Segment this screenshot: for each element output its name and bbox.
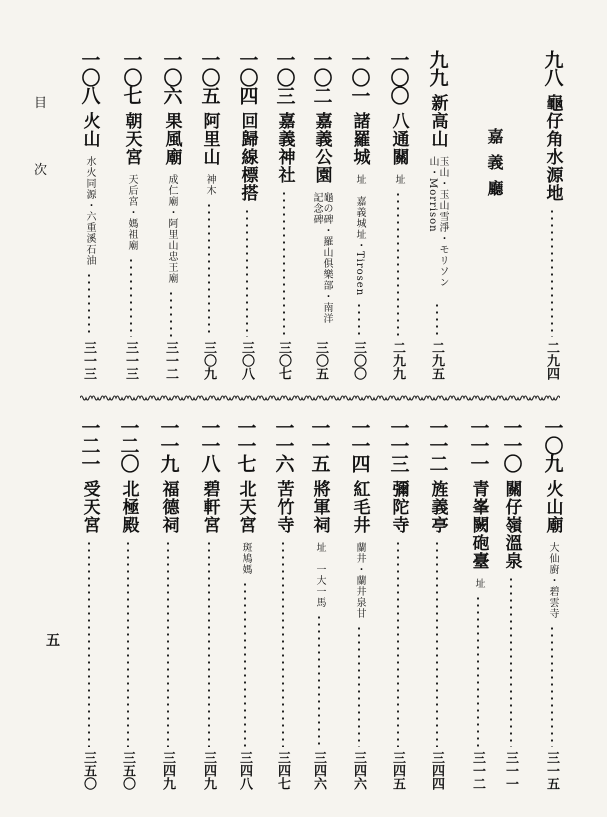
entry-title[interactable]: 將軍祠 (309, 480, 330, 534)
entry-number: 九九 (426, 50, 449, 86)
entry-number: 一一〇 (500, 418, 523, 472)
entry-subtitle: 址 一大一馬 (314, 542, 325, 608)
entry-page-number[interactable]: 三〇七 (276, 341, 291, 380)
entry-page-number[interactable]: 三四九 (160, 751, 175, 790)
entry-number: 一一九 (157, 418, 180, 472)
entry-page-number[interactable]: 二九九 (390, 341, 405, 380)
entry-number: 一〇三 (273, 50, 296, 104)
entry-subtitle: 龜の碑・羅山俱樂部・南洋記念碑 (311, 192, 332, 324)
top-entry[interactable] (267, 50, 301, 184)
entry-title[interactable]: 八通關 (388, 112, 409, 166)
entry-title[interactable]: 嘉義公園 (311, 112, 332, 184)
entry-page-number[interactable]: 三〇〇 (351, 341, 366, 380)
top-entry[interactable] (342, 50, 376, 296)
entry-title[interactable]: 阿里山 (199, 112, 220, 166)
top-entry[interactable] (381, 50, 415, 185)
leader-dots (551, 208, 553, 337)
entry-number: 一〇五 (198, 50, 221, 104)
entry-title[interactable]: 彌陀寺 (388, 480, 409, 534)
entry-number: 一二〇 (117, 418, 140, 472)
margin-label (34, 92, 47, 178)
section-heading: 嘉義廳 (485, 128, 504, 206)
entry-subtitle: 蘭井・蘭井泉甘 (354, 542, 365, 619)
entry-subtitle: 神木 (204, 174, 215, 196)
leader-dots (208, 202, 210, 337)
entry-title[interactable]: 火山廟 (542, 480, 563, 534)
leader-dots (318, 614, 320, 747)
leader-dots (246, 208, 248, 337)
entry-page-number[interactable]: 三一三 (123, 341, 138, 380)
bottom-entry[interactable] (72, 418, 106, 534)
entry-page-number[interactable]: 三一五 (544, 751, 559, 790)
leader-dots (208, 540, 210, 747)
leader-dots (397, 191, 399, 337)
leader-dots (551, 625, 553, 747)
entry-title[interactable]: 北天宮 (235, 480, 256, 534)
leader-dots (358, 302, 360, 337)
entry-number: 一一七 (234, 418, 257, 472)
entry-page-number[interactable]: 二九五 (429, 341, 444, 380)
entry-page-number[interactable]: 三一二 (470, 751, 485, 790)
entry-page-number[interactable]: 三四七 (275, 751, 290, 790)
entry-page-number[interactable]: 三四四 (429, 751, 444, 790)
entry-subtitle: 天后宮・媽祖廟 (126, 174, 137, 251)
entry-title[interactable]: 紅毛井 (349, 480, 370, 534)
leader-dots (397, 540, 399, 747)
page-number: 五 (46, 633, 60, 649)
entry-number: 一一三 (387, 418, 410, 472)
bottom-entry[interactable] (494, 418, 528, 570)
entry-page-number[interactable]: 二九四 (544, 341, 559, 380)
entry-subtitle: 大仙廚・碧雲寺 (547, 542, 558, 619)
entry-title[interactable]: 果風廟 (161, 112, 182, 166)
entry-number: 一一四 (348, 418, 371, 472)
top-entry[interactable] (535, 50, 569, 202)
entry-number: 一一一 (467, 418, 490, 472)
section-divider (80, 392, 560, 404)
bottom-entry[interactable] (461, 418, 495, 589)
entry-title[interactable]: 龜仔角水源地 (542, 94, 563, 202)
entry-number: 一〇六 (160, 50, 183, 104)
entry-page-number[interactable]: 三四五 (390, 751, 405, 790)
entry-page-number[interactable]: 三四九 (201, 751, 216, 790)
entry-page-number[interactable]: 三四八 (237, 751, 252, 790)
leader-dots (127, 540, 129, 747)
entry-subtitle: 玉山・玉山雪淨・モリソン山・Morrison (427, 156, 448, 288)
entry-number: 一一五 (308, 418, 331, 472)
leader-dots (358, 625, 360, 747)
entry-page-number[interactable]: 三〇八 (239, 341, 254, 380)
entry-title[interactable]: 青峯闕砲臺 (468, 480, 489, 570)
entry-number: 一一六 (272, 418, 295, 472)
entry-page-number[interactable]: 三一一 (503, 751, 518, 790)
entry-title[interactable]: 回歸線標搭 (237, 112, 258, 202)
leader-dots (282, 540, 284, 747)
entry-title[interactable]: 嘉義神社 (274, 112, 295, 184)
top-entry[interactable] (192, 50, 226, 196)
entry-number: 一〇八 (78, 50, 101, 104)
bottom-entry[interactable] (381, 418, 415, 534)
top-entry[interactable] (304, 50, 338, 332)
entry-subtitle: 址 (473, 578, 484, 589)
entry-number: 一一二 (426, 418, 449, 472)
entry-page-number[interactable]: 三〇五 (313, 341, 328, 380)
leader-dots (436, 302, 438, 337)
entry-subtitle: 水火同源・六重溪石油 (84, 156, 95, 266)
leader-dots (436, 540, 438, 747)
bottom-entry[interactable] (302, 418, 336, 608)
bottom-entry[interactable] (151, 418, 185, 534)
entry-number: 一二一 (78, 418, 101, 472)
bottom-entry[interactable] (342, 418, 376, 619)
top-entry[interactable] (114, 50, 148, 251)
leader-dots (88, 540, 90, 747)
leader-dots (283, 190, 285, 337)
entry-page-number[interactable]: 三五〇 (120, 751, 135, 790)
entry-title[interactable]: 北極殿 (118, 480, 139, 534)
top-entry[interactable] (230, 50, 264, 202)
bottom-entry[interactable] (420, 418, 454, 534)
leader-dots (477, 595, 479, 747)
entry-title[interactable]: 新高山 (427, 94, 448, 148)
entry-page-number[interactable]: 三一二 (163, 341, 178, 380)
entry-title[interactable]: 受天宮 (79, 480, 100, 534)
entry-number: 一〇一 (348, 50, 371, 104)
leader-dots (510, 576, 512, 747)
entry-page-number[interactable]: 三一三 (81, 341, 96, 380)
bottom-entry[interactable] (228, 418, 262, 575)
entry-number: 一〇九 (541, 418, 564, 472)
entry-title[interactable]: 苦竹寺 (273, 480, 294, 534)
entry-subtitle: 址 嘉義城址・Tirosen (354, 174, 365, 297)
entry-subtitle: 址 (393, 174, 404, 185)
bottom-entry[interactable] (266, 418, 300, 534)
entry-number: 九八 (541, 50, 564, 86)
leader-dots (167, 540, 169, 747)
entry-number: 一〇四 (236, 50, 259, 104)
leader-dots (88, 272, 90, 337)
top-entry[interactable] (72, 50, 106, 266)
entry-title[interactable]: 福德祠 (158, 480, 179, 534)
entry-page-number[interactable]: 三四六 (351, 751, 366, 790)
entry-subtitle: 成仁廟・阿里山忠王廟 (166, 174, 177, 284)
leader-dots (130, 257, 132, 337)
bottom-entry[interactable] (111, 418, 145, 534)
entry-number: 一〇七 (120, 50, 143, 104)
entry-page-number[interactable]: 三五〇 (81, 751, 96, 790)
top-entry[interactable] (420, 50, 454, 296)
entry-title[interactable]: 朝天宮 (121, 112, 142, 166)
entry-title[interactable]: 碧軒宮 (199, 480, 220, 534)
bottom-entry[interactable] (192, 418, 226, 534)
margin-label-char: 次 (34, 163, 48, 178)
entry-page-number[interactable]: 三〇九 (201, 341, 216, 380)
leader-dots (244, 581, 246, 747)
top-entry[interactable] (154, 50, 188, 284)
entry-number: 一一八 (198, 418, 221, 472)
entry-title[interactable]: 關仔嶺溫泉 (501, 480, 522, 570)
leader-dots (170, 290, 172, 337)
entry-subtitle: 斑鳩媽 (240, 542, 251, 575)
entry-title[interactable]: 諸羅城 (349, 112, 370, 166)
bottom-entry[interactable] (535, 418, 569, 619)
entry-title[interactable]: 旌義亭 (427, 480, 448, 534)
entry-number: 一〇〇 (387, 50, 410, 104)
margin-label-char: 目 (34, 96, 48, 111)
entry-number: 一〇二 (310, 50, 333, 104)
entry-page-number[interactable]: 三四六 (311, 751, 326, 790)
entry-title[interactable]: 火山 (79, 112, 100, 148)
